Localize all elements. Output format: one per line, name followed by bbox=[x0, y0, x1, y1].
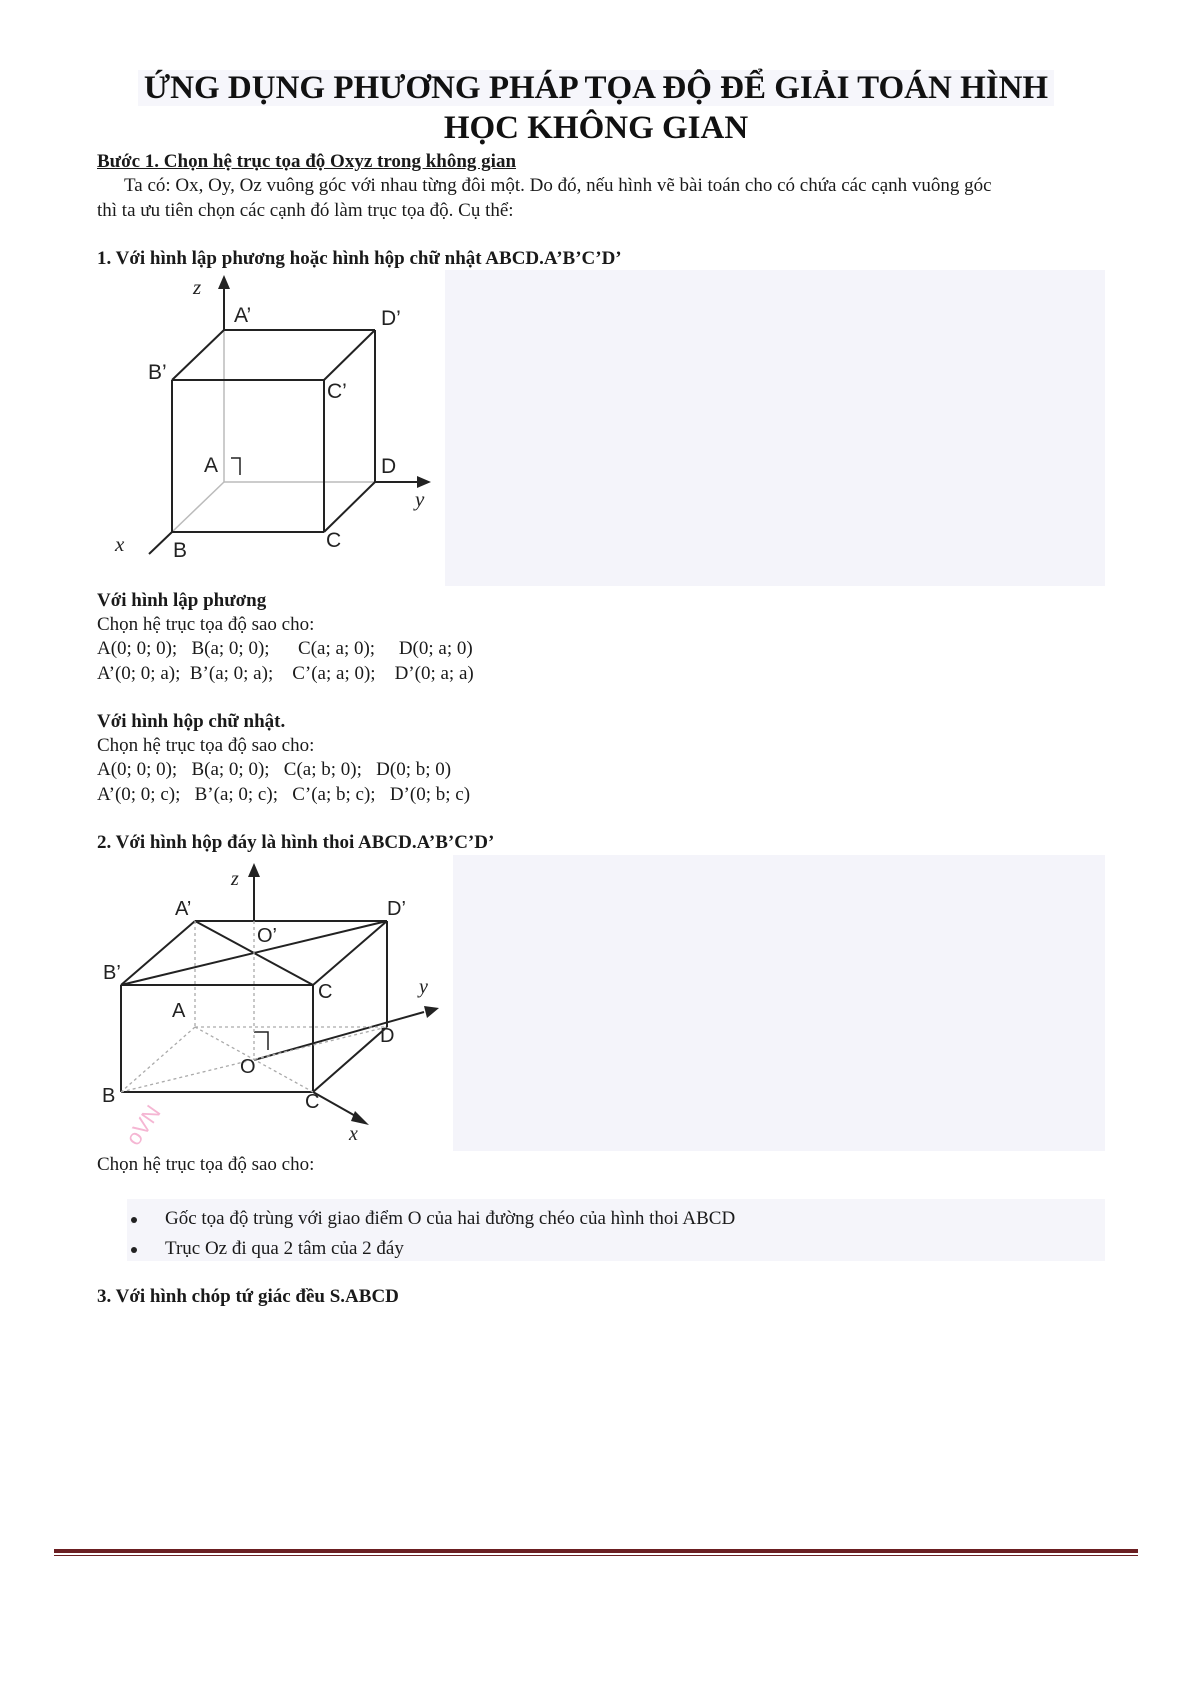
bullet-icon bbox=[131, 1217, 137, 1223]
box-intro: Chọn hệ trục tọa độ sao cho: bbox=[97, 735, 315, 756]
figure2-panel bbox=[97, 855, 1105, 1151]
figure1-image bbox=[97, 270, 445, 586]
x-axis-label: x bbox=[349, 1123, 358, 1145]
label-D: D bbox=[381, 455, 397, 478]
label-O: O bbox=[240, 1056, 256, 1078]
label-D: D bbox=[380, 1025, 395, 1047]
label-C1: C’ bbox=[327, 380, 347, 403]
label-B1: B’ bbox=[148, 361, 167, 384]
label-A: A bbox=[172, 1000, 186, 1022]
figure1-panel bbox=[97, 270, 1105, 586]
label-A: A bbox=[204, 454, 219, 477]
label-C: C bbox=[305, 1091, 320, 1113]
step1-paragraph-line2: thì ta ưu tiên chọn các cạnh đó làm trục tọa độ. Cụ thể: bbox=[97, 200, 514, 221]
label-C: C bbox=[326, 529, 342, 552]
figure2-image bbox=[97, 855, 453, 1151]
rhombus-prism-figure bbox=[97, 855, 453, 1151]
box-coords-row2: A’(0; 0; c); B’(a; 0; c); C’(a; b; c); D’(0; b; c) bbox=[97, 784, 471, 805]
label-A1: A’ bbox=[234, 304, 252, 327]
page-title-line1: ỨNG DỤNG PHƯƠNG PHÁP TỌA ĐỘ ĐỂ GIẢI TOÁN HÌNH bbox=[0, 68, 1192, 108]
page-title-line2: HỌC KHÔNG GIAN bbox=[443, 110, 749, 146]
label-O1: O’ bbox=[257, 925, 277, 947]
section1-heading: 1. Với hình lập phương hoặc hình hộp chữ nhật ABCD.A’B’C’D’ bbox=[97, 248, 622, 269]
watermark: oVN bbox=[120, 1100, 166, 1150]
cube-figure bbox=[97, 270, 445, 586]
z-axis-label: z bbox=[231, 868, 239, 890]
section3-heading: 3. Với hình chóp tứ giác đều S.ABCD bbox=[97, 1286, 399, 1307]
label-C1: C bbox=[318, 981, 333, 1003]
box-coords-row1: A(0; 0; 0); B(a; 0; 0); C(a; b; 0); D(0; b; 0) bbox=[97, 759, 452, 780]
section2-bullet-list: Gốc tọa độ trùng với giao điểm O của hai đường chéo của hình thoi ABCD Trục Oz đi qua 2 tâm của 2 đáy bbox=[127, 1199, 1105, 1261]
step1-heading: Bước 1. Chọn hệ trục tọa độ Oxyz trong không gian bbox=[97, 151, 517, 172]
cube-coords-row1: A(0; 0; 0); B(a; 0; 0); C(a; a; 0); D(0; a; 0) bbox=[97, 638, 473, 659]
y-axis-label: y bbox=[419, 976, 428, 998]
box-heading: Với hình hộp chữ nhật. bbox=[97, 711, 286, 732]
label-D1: D’ bbox=[387, 898, 406, 920]
section2-intro: Chọn hệ trục tọa độ sao cho: bbox=[97, 1154, 315, 1175]
cube-coords-row2: A’(0; 0; a); B’(a; 0; a); C’(a; a; 0); D’(0; a; a) bbox=[97, 663, 474, 684]
footer-rule-thin bbox=[54, 1555, 1138, 1556]
z-axis-label: z bbox=[193, 275, 202, 299]
footer-rule bbox=[54, 1549, 1138, 1553]
cube-heading: Với hình lập phương bbox=[97, 590, 267, 611]
x-axis-label: x bbox=[115, 532, 125, 556]
label-B: B bbox=[102, 1085, 116, 1107]
label-D1: D’ bbox=[381, 307, 401, 330]
section2-heading: 2. Với hình hộp đáy là hình thoi ABCD.A’B’C’D’ bbox=[97, 832, 495, 853]
y-arrow-icon bbox=[424, 1006, 439, 1018]
bullet-icon bbox=[131, 1247, 137, 1253]
cube-intro: Chọn hệ trục tọa độ sao cho: bbox=[97, 614, 315, 635]
z-arrow-icon bbox=[218, 275, 230, 289]
step1-paragraph-line1: Ta có: Ox, Oy, Oz vuông góc với nhau từng đôi một. Do đó, nếu hình vẽ bài toán cho có chứa các cạnh vuông góc bbox=[124, 175, 992, 196]
z-arrow-icon bbox=[248, 863, 260, 877]
y-axis-label: y bbox=[415, 487, 425, 511]
label-B: B bbox=[173, 539, 188, 562]
label-A1: A’ bbox=[175, 898, 192, 920]
label-B1: B’ bbox=[103, 962, 121, 984]
